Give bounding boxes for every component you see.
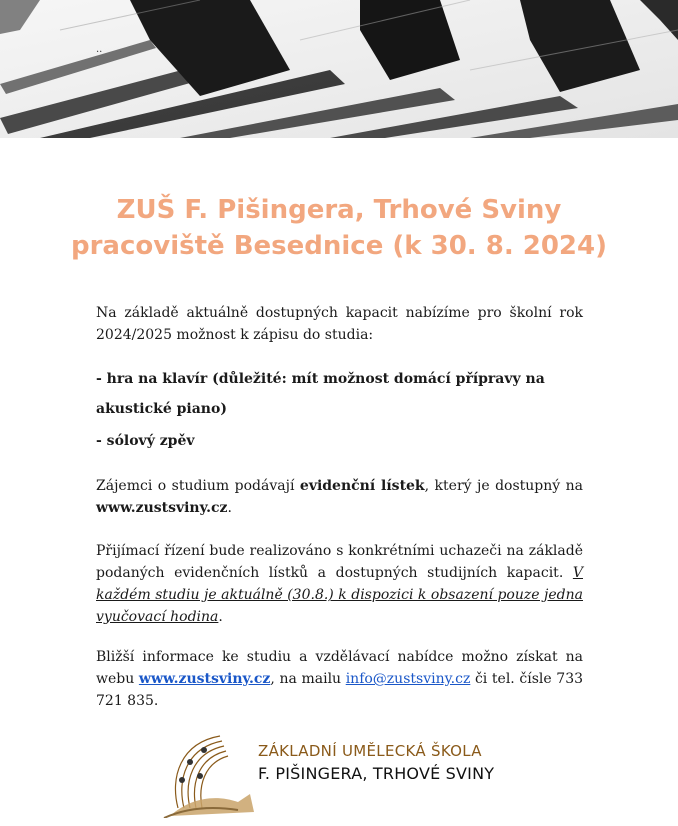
intro-paragraph: Na základě aktuálně dostupných kapacit nabízíme pro školní rok 2024/2025 možnost k zápisu do studia: [96,305,583,343]
contact-pre: Bližší informace ke studiu a vzdělávací nabídce možno získat na webu [96,649,583,687]
admission-end: . [218,609,223,625]
registration-end: . [227,500,232,516]
admission-emphasis: V každém studiu je aktuálně (30.8.) k dispozici k obsazení pouze jedna vyučovací hodina [96,565,583,625]
registration-form: evidenční lístek [299,478,425,494]
offer-piano-label: - hra na klavír [96,371,208,387]
offer-piano-note: (důležité: mít možnost domácí přípravy na akustické piano) [96,371,545,417]
contact-post: či tel. čísle 733 721 835. [96,671,584,709]
admission-paragraph [96,540,583,628]
contact-email-link[interactable]: info@zustsviny.cz [345,671,471,687]
registration-paragraph [96,475,583,519]
logo-line-1: ZÁKLADNÍ UMĚLECKÁ ŠKOLA [258,742,482,760]
page-title [0,192,678,264]
contact-paragraph [96,646,583,712]
registration-pre: Zájemci o studium podávají [96,478,295,494]
piano-keys-drawing [0,0,678,138]
registration-mid: , který je dostupný na [424,478,584,494]
music-staff-trumpet-icon [160,728,260,818]
school-logo [160,728,540,818]
contact-mid: , na mailu [270,671,342,687]
banner-dots: .. [96,44,103,55]
contact-web-link[interactable]: www.zustsviny.cz [138,671,271,687]
offer-vocal: - sólový zpěv [96,433,195,449]
title-line-1: ZUŠ F. Pišingera, Trhové Sviny [116,195,562,225]
admission-text: Přijímací řízení bude realizováno s konkrétními uchazeči na základě podaných evidenčních lístků a dostupných studijních kapacit. [96,543,583,581]
registration-site: www.zustsviny.cz [96,500,228,516]
offer-piano [96,364,583,424]
offer-list [96,364,583,456]
logo-line-2: F. PIŠINGERA, TRHOVÉ SVINY [258,764,495,783]
title-line-2: pracoviště Besednice (k 30. 8. 2024) [71,231,607,261]
piano-keys-banner [0,0,678,138]
